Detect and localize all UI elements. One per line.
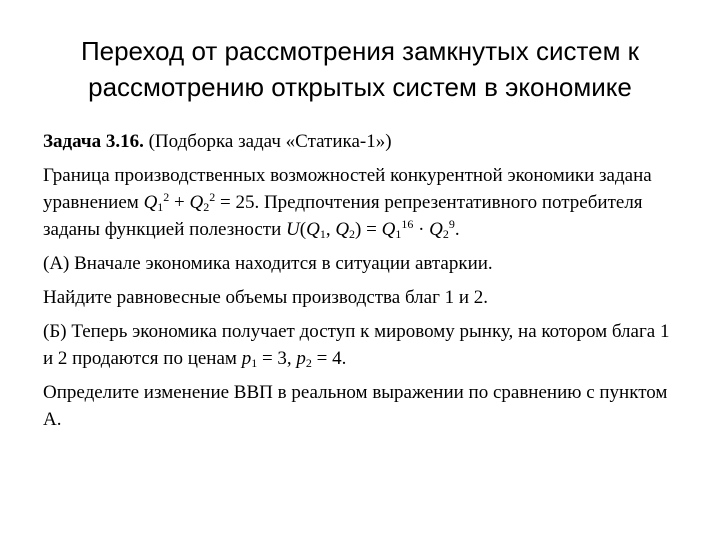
find-question: Найдите равновесные объемы производства благ 1 и 2.	[43, 287, 489, 308]
intro-text-2: = 25. Предпочтения репрезентативного потребителя заданы функцией полезности	[43, 192, 643, 240]
slide-title	[36, 33, 684, 105]
sub-1: 1	[157, 200, 164, 214]
exp-9: 9	[448, 217, 455, 231]
part-b	[43, 318, 683, 372]
task-label: Задача 3.16.	[43, 131, 144, 152]
dot: ·	[413, 219, 430, 240]
comma: ,	[325, 219, 336, 240]
slide-body	[43, 128, 683, 433]
var-p: p	[296, 348, 306, 369]
var-q: Q	[429, 219, 443, 240]
var-q: Q	[143, 192, 158, 213]
var-q: Q	[189, 192, 204, 213]
sub-1: 1	[395, 227, 402, 241]
sub-2: 2	[442, 227, 449, 241]
sub-2: 2	[305, 356, 312, 370]
task-source: (Подборка задач «Статика-1»)	[143, 131, 392, 152]
sub-1: 1	[251, 356, 258, 370]
task-heading	[43, 128, 683, 155]
var-q: Q	[335, 219, 350, 240]
price-2: = 4.	[311, 348, 347, 369]
part-a: (А) Вначале экономика находится в ситуации автаркии.	[43, 253, 493, 274]
var-q: Q	[306, 219, 320, 240]
var-q: Q	[381, 219, 396, 240]
paren-open: (	[299, 219, 307, 240]
title-line-2: рассмотрению открытых систем в экономике	[88, 72, 632, 102]
final-question: Определите изменение ВВП в реальном выражении по сравнению с пунктом А.	[43, 382, 668, 430]
exp-16: 16	[401, 217, 414, 231]
title-line-1: Переход от рассмотрения замкнутых систем к	[80, 36, 640, 66]
sup-2: 2	[163, 190, 170, 204]
var-p: p	[241, 348, 252, 369]
price-1: = 3,	[257, 348, 297, 369]
sub-2: 2	[203, 200, 210, 214]
intro-text: Граница производственных возможностей конкурентной экономики задана уравнением	[43, 165, 652, 213]
sup-2: 2	[209, 190, 216, 204]
period: .	[454, 219, 460, 240]
plus-sign: +	[169, 192, 190, 213]
paren-close: ) =	[355, 219, 382, 240]
sub-1: 1	[319, 227, 326, 241]
task-intro	[43, 162, 683, 243]
var-u: U	[286, 219, 300, 240]
sub-2: 2	[349, 227, 356, 241]
part-b-text: (Б) Теперь экономика получает доступ к мировому рынку, на котором блага 1 и 2 продаются по ценам	[43, 321, 670, 369]
